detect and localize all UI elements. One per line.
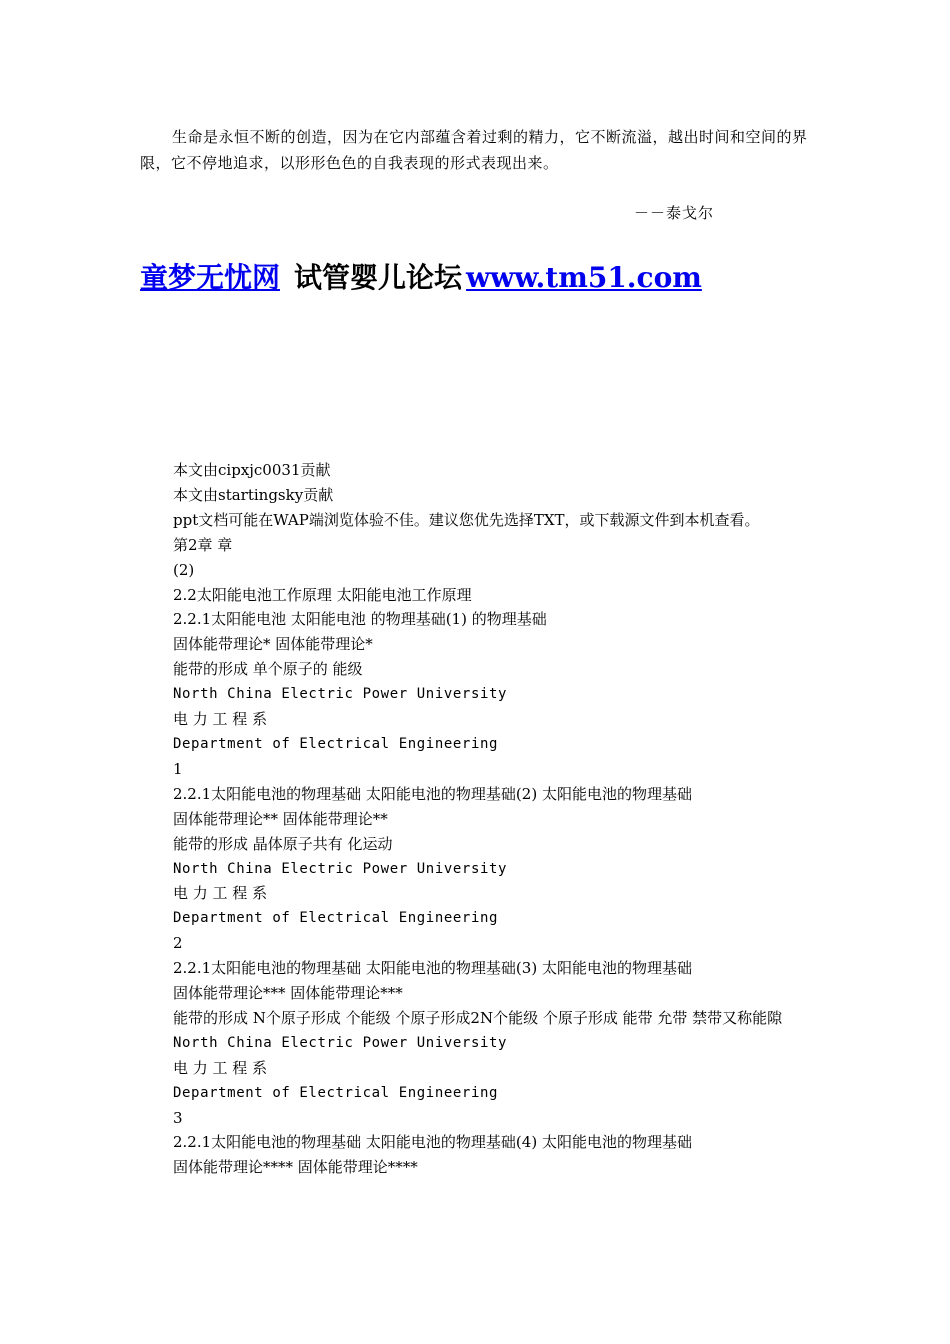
document-body [140, 458, 812, 1180]
text-line: 2 [173, 934, 183, 953]
text-line: 能带的形成 单个原子的 能级 [173, 660, 363, 679]
text-line: Department of Electrical Engineering [173, 735, 499, 752]
text-line: 2.2.1太阳能电池的物理基础 太阳能电池的物理基础(4) 太阳能电池的物理基础 [173, 1133, 692, 1152]
forum-name: 试管婴儿论坛 [294, 261, 463, 294]
text-line: (2) [173, 560, 195, 579]
text-line: 能带的形成 晶体原子共有 化运动 [173, 834, 393, 853]
text-line: 能带的形成 N个原子形成 个能级 个原子形成2N个能级 个原子形成 能带 允带 禁带又称能隙 [173, 1008, 783, 1027]
text-line: 2.2.1太阳能电池的物理基础 太阳能电池的物理基础(3) 太阳能电池的物理基础 [173, 959, 692, 978]
text-line: 本文由cipxjc0031贡献 [173, 461, 331, 479]
text-line: 2.2太阳能电池工作原理 太阳能电池工作原理 [173, 585, 472, 604]
text-line: 固体能带理论* 固体能带理论* [173, 635, 373, 654]
text-line: 电 力 工 程 系 [173, 710, 268, 729]
text-line: North China Electric Power University [173, 1034, 508, 1051]
text-line: 第2章 章 [173, 535, 233, 554]
text-line: 固体能带理论** 固体能带理论** [173, 809, 388, 828]
text-line: 电 力 工 程 系 [173, 884, 268, 903]
text-line: Department of Electrical Engineering [173, 1084, 499, 1101]
text-line: 2.2.1太阳能电池的物理基础 太阳能电池的物理基础(2) 太阳能电池的物理基础 [173, 784, 692, 803]
text-line: ppt文档可能在WAP端浏览体验不佳。建议您优先选择TXT，或下载源文件到本机查看。 [173, 510, 760, 529]
site-url-link[interactable]: www.tm51.com [466, 261, 702, 294]
epigraph-attribution: －－泰戈尔 [634, 204, 715, 222]
text-line: 1 [173, 759, 183, 778]
text-line: 2.2.1太阳能电池 太阳能电池 的物理基础(1) 的物理基础 [173, 610, 547, 629]
text-line: 固体能带理论*** 固体能带理论*** [173, 984, 403, 1003]
site-name-link[interactable]: 童梦无忧网 [140, 261, 281, 294]
text-line: 3 [173, 1108, 183, 1127]
site-banner [140, 256, 702, 296]
text-line: North China Electric Power University [173, 686, 508, 703]
text-line: Department of Electrical Engineering [173, 910, 499, 927]
epigraph-quote: 生命是永恒不断的创造，因为在它内部蕴含着过剩的精力，它不断流溢，越出时间和空间的界限，它不停地追求，以形形色色的自我表现的形式表现出来。 [140, 128, 808, 172]
text-line: 本文由startingsky贡献 [173, 485, 334, 504]
text-line: 固体能带理论**** 固体能带理论**** [173, 1158, 418, 1177]
text-line: 电 力 工 程 系 [173, 1058, 268, 1077]
text-line: North China Electric Power University [173, 860, 508, 877]
